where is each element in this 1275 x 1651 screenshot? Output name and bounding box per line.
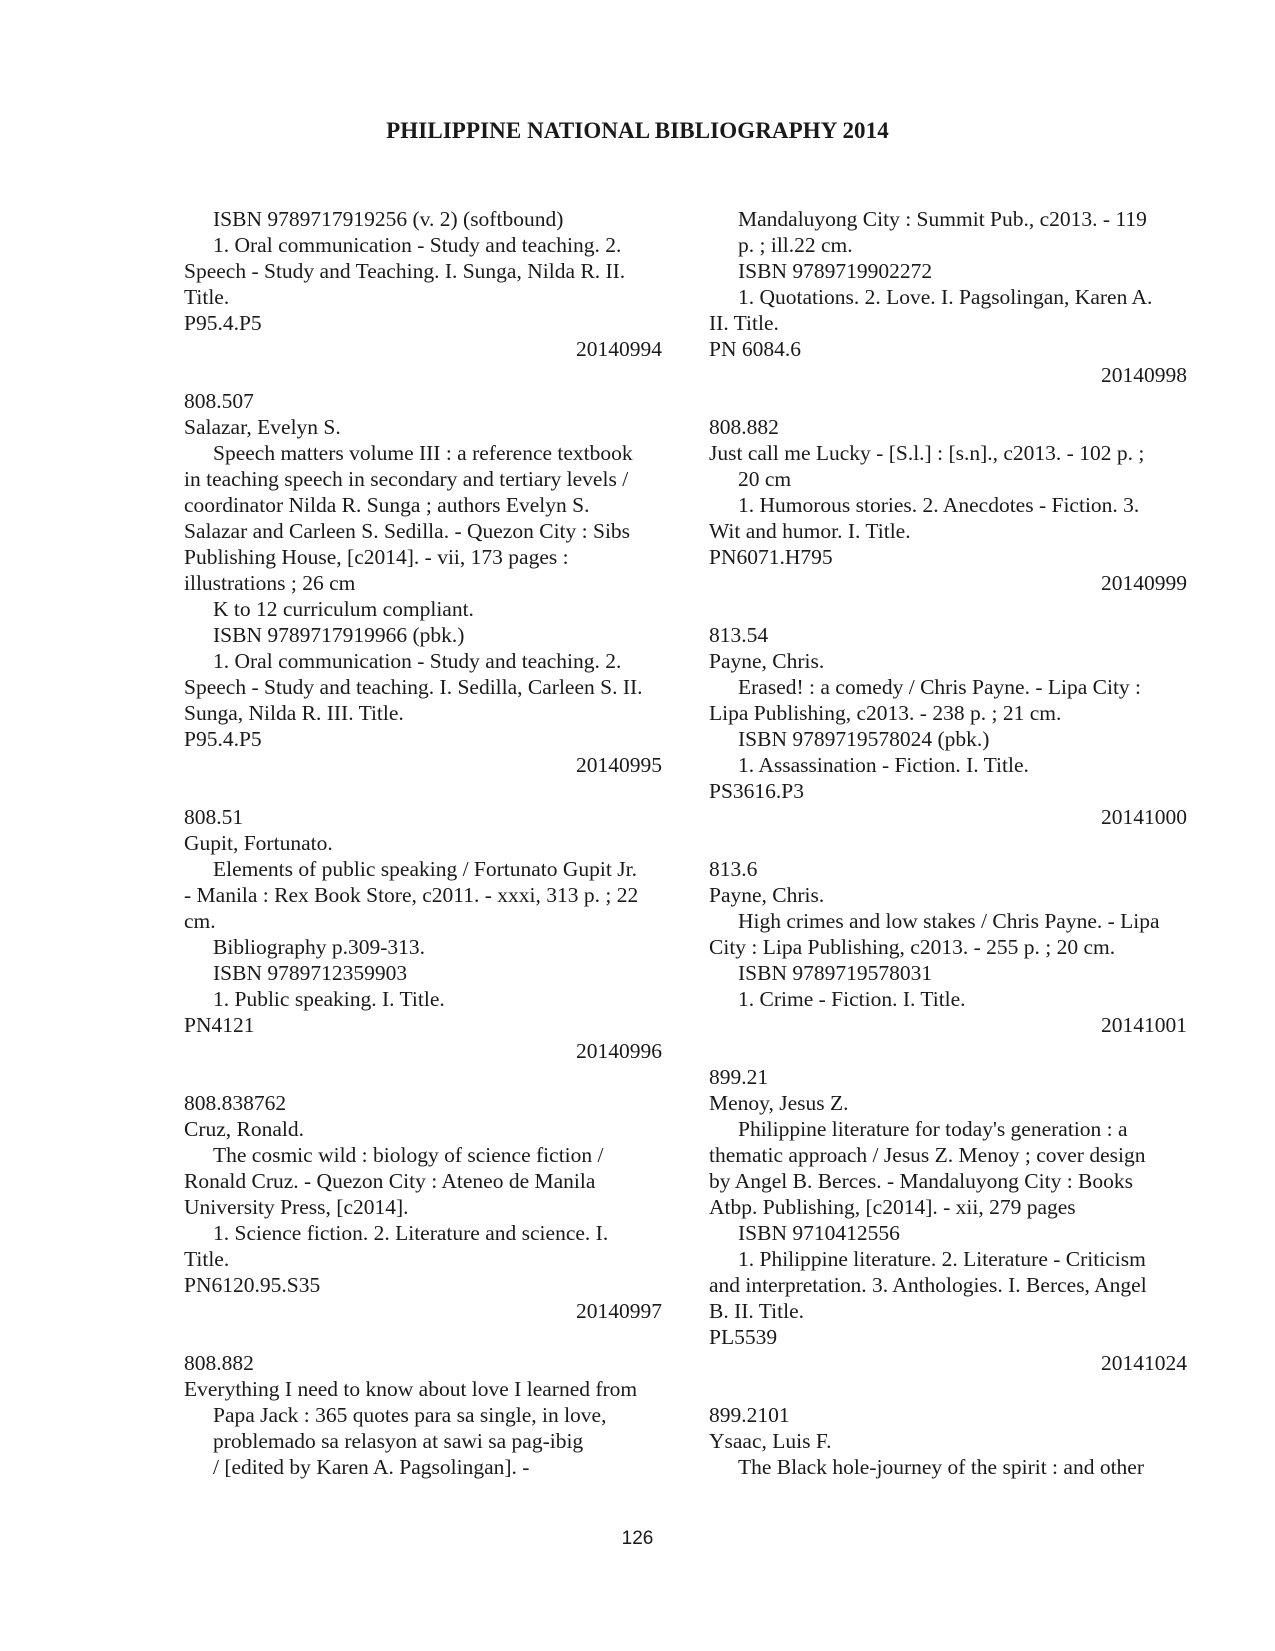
bibliography-line: Philippine literature for today's generation : a [738, 1117, 1128, 1141]
bibliography-line: 1. Science fiction. 2. Literature and science. I. [213, 1221, 609, 1245]
entry-spacer [709, 1038, 1187, 1064]
bibliography-line: 808.51 [184, 805, 244, 829]
bibliography-line: Bibliography p.309-313. [213, 935, 425, 959]
entry-spacer [709, 830, 1187, 856]
bibliography-line: PL5539 [709, 1325, 778, 1349]
bibliography-line: Cruz, Ronald. [184, 1117, 305, 1141]
entry-spacer [709, 1376, 1187, 1402]
record-number: 20140998 [1101, 363, 1187, 387]
bibliography-line: 808.882 [709, 415, 779, 439]
bibliography-line: 813.54 [709, 623, 769, 647]
bibliography-line: Erased! : a comedy / Chris Payne. - Lipa City : [738, 675, 1142, 699]
bibliography-line: 899.2101 [709, 1403, 790, 1427]
bibliography-line: coordinator Nilda R. Sunga ; authors Evelyn S. [184, 493, 590, 517]
bibliography-line: PS3616.P3 [709, 779, 804, 803]
page-title: PHILIPPINE NATIONAL BIBLIOGRAPHY 2014 [386, 118, 889, 143]
bibliography-line: ISBN 9710412556 [738, 1221, 900, 1245]
bibliography-line: Title. [184, 1247, 230, 1271]
record-number: 20141001 [1101, 1013, 1187, 1037]
entry-spacer [184, 1324, 662, 1350]
bibliography-line: Lipa Publishing, c2013. - 238 p. ; 21 cm. [709, 701, 1062, 725]
bibliography-line: 813.6 [709, 857, 758, 881]
bibliography-line: 1. Assassination - Fiction. I. Title. [738, 753, 1029, 777]
bibliography-line: Elements of public speaking / Fortunato Gupit Jr. [213, 857, 637, 881]
bibliography-line: cm. [184, 909, 216, 933]
bibliography-line: - Manila : Rex Book Store, c2011. - xxxi, 313 p. ; 22 [184, 883, 639, 907]
bibliography-line: ISBN 9789719902272 [738, 259, 933, 283]
record-number: 20140995 [576, 753, 662, 777]
bibliography-line: PN6071.H795 [709, 545, 833, 569]
bibliography-line: Mandaluyong City : Summit Pub., c2013. - 119 [738, 207, 1147, 231]
record-number: 20141000 [1101, 805, 1187, 829]
bibliography-line: ISBN 9789717919966 (pbk.) [213, 623, 465, 647]
bibliography-line: PN4121 [184, 1013, 255, 1037]
bibliography-line: 1. Oral communication - Study and teaching. 2. [213, 649, 622, 673]
bibliography-line: The Black hole-journey of the spirit : and other [738, 1455, 1144, 1479]
bibliography-line: ISBN 9789712359903 [213, 961, 408, 985]
bibliography-line: B. II. Title. [709, 1299, 804, 1323]
bibliography-line: City : Lipa Publishing, c2013. - 255 p. ; 20 cm. [709, 935, 1116, 959]
bibliography-line: by Angel B. Berces. - Mandaluyong City : Books [709, 1169, 1133, 1193]
bibliography-line: P95.4.P5 [184, 727, 262, 751]
entry-spacer [184, 362, 662, 388]
bibliography-line: Ronald Cruz. - Quezon City : Ateneo de Manila [184, 1169, 596, 1193]
record-number: 20140994 [576, 337, 662, 361]
bibliography-line: ISBN 9789717919256 (v. 2) (softbound) [213, 207, 564, 231]
record-number: 20141024 [1101, 1351, 1187, 1375]
bibliography-line: in teaching speech in secondary and tertiary levels / [184, 467, 629, 491]
bibliography-line: 808.838762 [184, 1091, 287, 1115]
bibliography-line: problemado sa relasyon at sawi sa pag-ibig [213, 1429, 584, 1453]
bibliography-line: 1. Philippine literature. 2. Literature - Criticism [738, 1247, 1146, 1271]
bibliography-line: The cosmic wild : biology of science fiction / [213, 1143, 604, 1167]
bibliography-line: 20 cm [738, 467, 792, 491]
bibliography-line: Sunga, Nilda R. III. Title. [184, 701, 404, 725]
bibliography-line: 899.21 [709, 1065, 769, 1089]
bibliography-line: p. ; ill.22 cm. [738, 233, 853, 257]
bibliography-line: High crimes and low stakes / Chris Payne. - Lipa [738, 909, 1160, 933]
bibliography-line: Speech matters volume III : a reference textbook [213, 441, 633, 465]
bibliography-line: Just call me Lucky - [S.l.] : [s.n]., c2013. - 102 p. ; [709, 441, 1145, 465]
bibliography-line: Payne, Chris. [709, 649, 825, 673]
bibliography-line: 1. Crime - Fiction. I. Title. [738, 987, 966, 1011]
bibliography-line: Publishing House, [c2014]. - vii, 173 pages : [184, 545, 569, 569]
bibliography-line: Gupit, Fortunato. [184, 831, 333, 855]
entry-spacer [709, 596, 1187, 622]
bibliography-line: II. Title. [709, 311, 779, 335]
bibliography-line: 808.507 [184, 389, 254, 413]
bibliography-line: Menoy, Jesus Z. [709, 1091, 849, 1115]
record-number: 20140996 [576, 1039, 662, 1063]
bibliography-line: ISBN 9789719578024 (pbk.) [738, 727, 990, 751]
bibliography-line: Speech - Study and teaching. I. Sedilla, Carleen S. II. [184, 675, 643, 699]
bibliography-line: / [edited by Karen A. Pagsolingan]. - [213, 1455, 530, 1479]
bibliography-line: Title. [184, 285, 230, 309]
bibliography-line: PN6120.95.S35 [184, 1273, 321, 1297]
bibliography-line: illustrations ; 26 cm [184, 571, 356, 595]
right-column [709, 206, 1187, 1480]
record-number: 20140999 [1101, 571, 1187, 595]
bibliography-line: 808.882 [184, 1351, 254, 1375]
bibliography-line: Ysaac, Luis F. [709, 1429, 832, 1453]
bibliography-line: Atbp. Publishing, [c2014]. - xii, 279 pages [709, 1195, 1076, 1219]
bibliography-line: K to 12 curriculum compliant. [213, 597, 474, 621]
bibliography-line: 1. Oral communication - Study and teaching. 2. [213, 233, 622, 257]
entry-spacer [709, 388, 1187, 414]
bibliography-line: 1. Quotations. 2. Love. I. Pagsolingan, Karen A. [738, 285, 1153, 309]
bibliography-line: Papa Jack : 365 quotes para sa single, in love, [213, 1403, 607, 1427]
bibliography-line: Everything I need to know about love I learned from [184, 1377, 638, 1401]
bibliography-line: P95.4.P5 [184, 311, 262, 335]
bibliography-line: 1. Public speaking. I. Title. [213, 987, 445, 1011]
bibliography-line: ISBN 9789719578031 [738, 961, 933, 985]
page-number: 126 [621, 1528, 654, 1549]
bibliography-line: Payne, Chris. [709, 883, 825, 907]
bibliography-line: Wit and humor. I. Title. [709, 519, 911, 543]
bibliography-line: PN 6084.6 [709, 337, 801, 361]
bibliography-line: 1. Humorous stories. 2. Anecdotes - Fiction. 3. [738, 493, 1140, 517]
bibliography-line: Speech - Study and Teaching. I. Sunga, Nilda R. II. [184, 259, 626, 283]
entry-spacer [184, 1064, 662, 1090]
left-column [184, 206, 662, 1480]
bibliography-line: thematic approach / Jesus Z. Menoy ; cover design [709, 1143, 1146, 1167]
bibliography-line: and interpretation. 3. Anthologies. I. Berces, Angel [709, 1273, 1147, 1297]
record-number: 20140997 [576, 1299, 662, 1323]
entry-spacer [184, 778, 662, 804]
bibliography-line: Salazar, Evelyn S. [184, 415, 341, 439]
bibliography-line: Salazar and Carleen S. Sedilla. - Quezon City : Sibs [184, 519, 631, 543]
bibliography-line: University Press, [c2014]. [184, 1195, 409, 1219]
